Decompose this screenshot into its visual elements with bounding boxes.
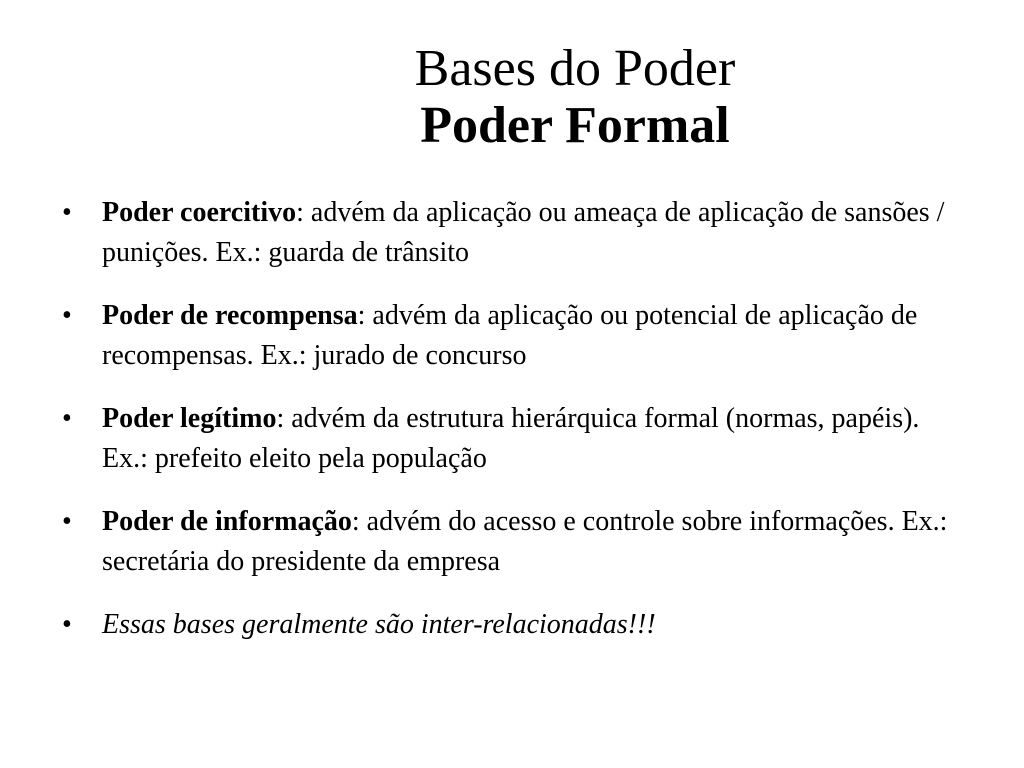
bullet-text: : advém do acesso e controle sobre informações. Ex.: secretária do presidente da empresa <box>102 506 948 577</box>
bullet-item-coercitivo <box>62 193 972 273</box>
closing-note: Essas bases geralmente são inter-relacionadas!!! <box>102 609 656 640</box>
bullet-item-closing-note <box>62 605 972 645</box>
bullet-icon: • <box>62 609 72 640</box>
bullet-icon: • <box>62 197 72 228</box>
bullet-term: Poder de informação <box>102 506 352 537</box>
bullet-term: Poder de recompensa <box>102 300 358 331</box>
bullet-item-informacao <box>62 502 972 582</box>
bullet-item-legitimo <box>62 399 972 479</box>
bullet-icon: • <box>62 300 72 331</box>
bullet-icon: • <box>62 506 72 537</box>
bullet-icon: • <box>62 403 72 434</box>
slide-subtitle: Poder Formal <box>420 97 730 154</box>
bullet-item-recompensa <box>62 296 972 376</box>
title-block <box>170 40 980 154</box>
bullet-text: : advém da aplicação ou potencial de aplicação de recompensas. Ex.: jurado de concurso <box>102 300 918 371</box>
bullet-term: Poder legítimo <box>102 403 277 434</box>
bullet-text: : advém da aplicação ou ameaça de aplicação de sansões / punições. Ex.: guarda de trânsito <box>102 197 945 268</box>
bullet-term: Poder coercitivo <box>102 197 297 228</box>
bullet-list <box>62 193 972 668</box>
slide-title: Bases do Poder <box>414 40 736 97</box>
bullet-text: : advém da estrutura hierárquica formal (normas, papéis). Ex.: prefeito eleito pela população <box>102 403 920 474</box>
